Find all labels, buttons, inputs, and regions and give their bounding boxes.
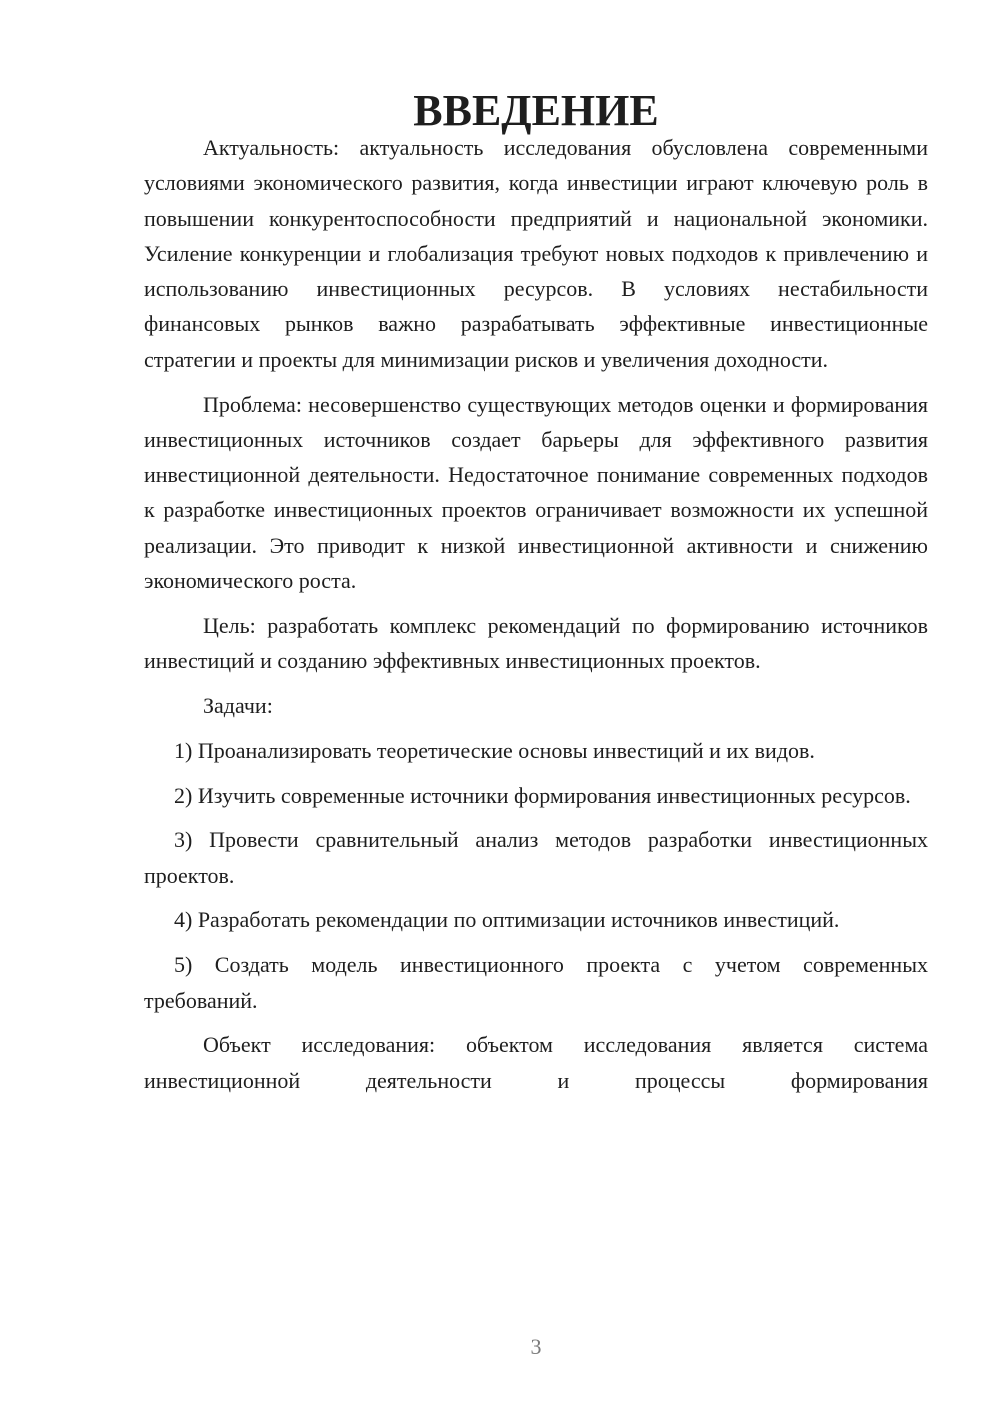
task-item-2: 2) Изучить современные источники формирования инвестиционных ресурсов. <box>174 782 911 808</box>
goal-paragraph: Цель: разработать комплекс рекомендаций по формированию источников инвестиций и созданию эффективных инвестиционных проектов. <box>144 612 928 674</box>
tasks-heading: Задачи: <box>203 692 273 718</box>
page-number: 3 <box>530 1334 542 1359</box>
page-content <box>144 86 928 1107</box>
task-item-3: 3) Провести сравнительный анализ методов разработки инвестиционных проектов. <box>144 827 928 888</box>
task-item-4: 4) Разработать рекомендации по оптимизации источников инвестиций. <box>174 907 840 933</box>
object-paragraph: Объект исследования: объектом исследования является система инвестиционной деятельности и процессы формирования <box>144 1032 928 1093</box>
problem-paragraph: Проблема: несовершенство существующих методов оценки и формирования инвестиционных источников создает барьеры для эффективного развития инвестиционной деятельности. Недостаточное понимание современных подходов к разработке инвестиционных проектов ограничивает возможности их успешной реализации. Это приводит к низкой инвестиционной активности и снижению экономического роста. <box>144 391 928 594</box>
relevance-paragraph: Актуальность: актуальность исследования обусловлена современными условиями экономического развития, когда инвестиции играют ключевую роль в повышении конкурентоспособности предприятий и национальной экономики. Усиление конкуренции и глобализация требуют новых подходов к привлечению и использованию инвестиционных ресурсов. В условиях нестабильности финансовых рынков важно разрабатывать эффективные инвестиционные стратегии и проекты для минимизации рисков и увеличения доходности. <box>144 135 928 372</box>
task-item-1: 1) Проанализировать теоретические основы инвестиций и их видов. <box>174 737 815 763</box>
task-item-5: 5) Создать модель инвестиционного проекта с учетом современных требований. <box>144 952 928 1013</box>
page-title: ВВЕДЕНИЕ <box>413 86 659 135</box>
